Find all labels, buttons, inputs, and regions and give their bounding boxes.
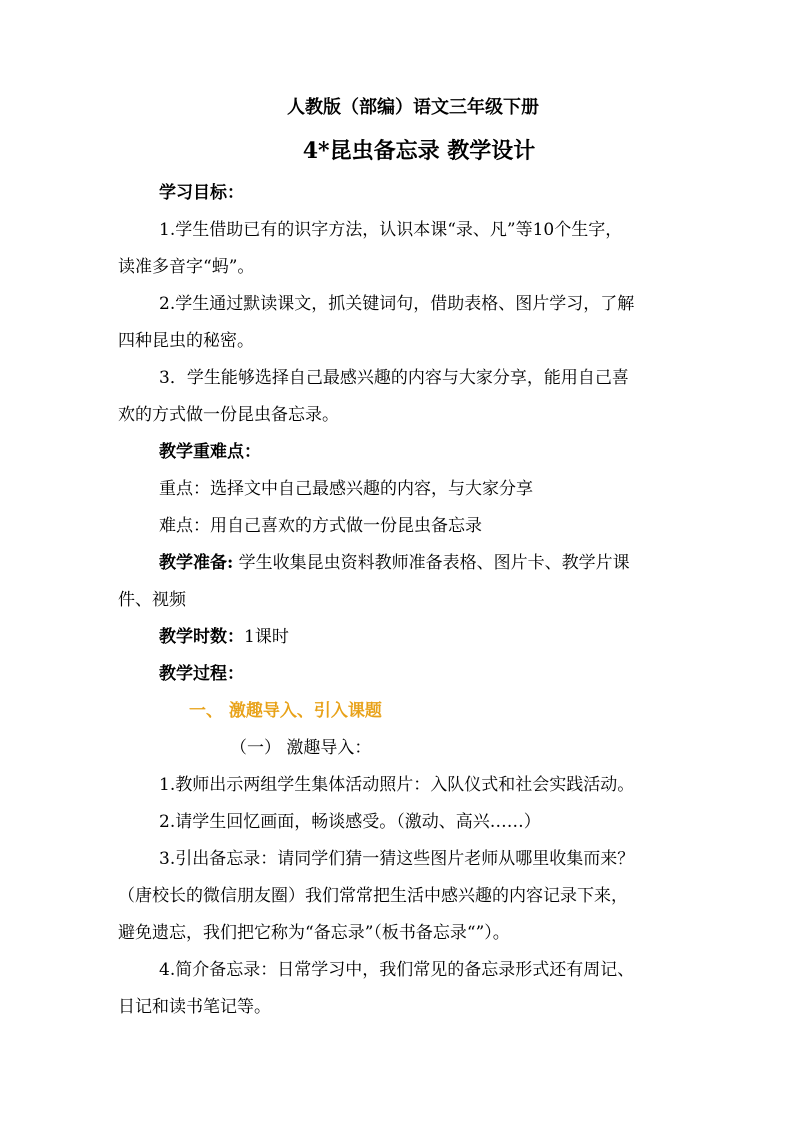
subsection-1-heading: （一） 激趣导入： xyxy=(230,738,372,758)
objective-3-line-2: 欢的方式做一份昆虫备忘录。 xyxy=(118,405,339,425)
difficult-point: 难点：用自己喜欢的方式做一份昆虫备忘录 xyxy=(159,516,482,536)
document-title: 4*昆虫备忘录 教学设计 xyxy=(302,138,536,164)
step-3-line-1: 3.引出备忘录：请同学们猜一猜这些图片老师从哪里收集而来？ xyxy=(159,849,635,869)
preparation-text: 学生收集昆虫资料教师准备表格、图片卡、教学片课 xyxy=(233,553,630,573)
step-1: 1.教师出示两组学生集体活动照片：入队仪式和社会实践活动。 xyxy=(159,775,635,795)
objectives-heading: 学习目标： xyxy=(159,183,244,203)
objective-3-line-1: 3．学生能够选择自己最感兴趣的内容与大家分享，能用自己喜 xyxy=(159,368,629,388)
step-2: 2.请学生回忆画面，畅谈感受。（激动、高兴……） xyxy=(159,812,541,832)
objective-1-line-2: 读准多音字“蚂”。 xyxy=(118,257,255,277)
objective-1-line-1: 1.学生借助已有的识字方法，认识本课“录、凡”等10个生字， xyxy=(159,220,623,240)
step-4-line-1: 4.简介备忘录：日常学习中，我们常见的备忘录形式还有周记、 xyxy=(159,960,635,980)
key-point: 重点：选择文中自己最感兴趣的内容，与大家分享 xyxy=(159,479,533,499)
step-3-line-3: 避免遗忘，我们把它称为“备忘录”（板书备忘录“”）。 xyxy=(118,923,510,943)
key-points-heading: 教学重难点： xyxy=(159,442,261,462)
time-text: 1课时 xyxy=(244,627,289,647)
time-line xyxy=(159,626,289,648)
document-subtitle: 人教版（部编）语文三年级下册 xyxy=(287,97,539,118)
objective-2-line-2: 四种昆虫的秘密。 xyxy=(118,331,254,351)
section-1-heading: 一、 激趣导入、引入课题 xyxy=(189,701,382,721)
preparation-line-1 xyxy=(159,552,630,574)
preparation-line-2: 件、视频 xyxy=(118,590,186,610)
step-3-line-2: （唐校长的微信朋友圈）我们常常把生活中感兴趣的内容记录下来， xyxy=(118,886,628,906)
time-label: 教学时数： xyxy=(159,627,244,647)
step-4-line-2: 日记和读书笔记等。 xyxy=(118,997,271,1017)
process-heading: 教学过程： xyxy=(159,664,244,684)
preparation-label: 教学准备: xyxy=(159,553,234,573)
objective-2-line-1: 2.学生通过默读课文，抓关键词句，借助表格、图片学习，了解 xyxy=(159,294,635,314)
